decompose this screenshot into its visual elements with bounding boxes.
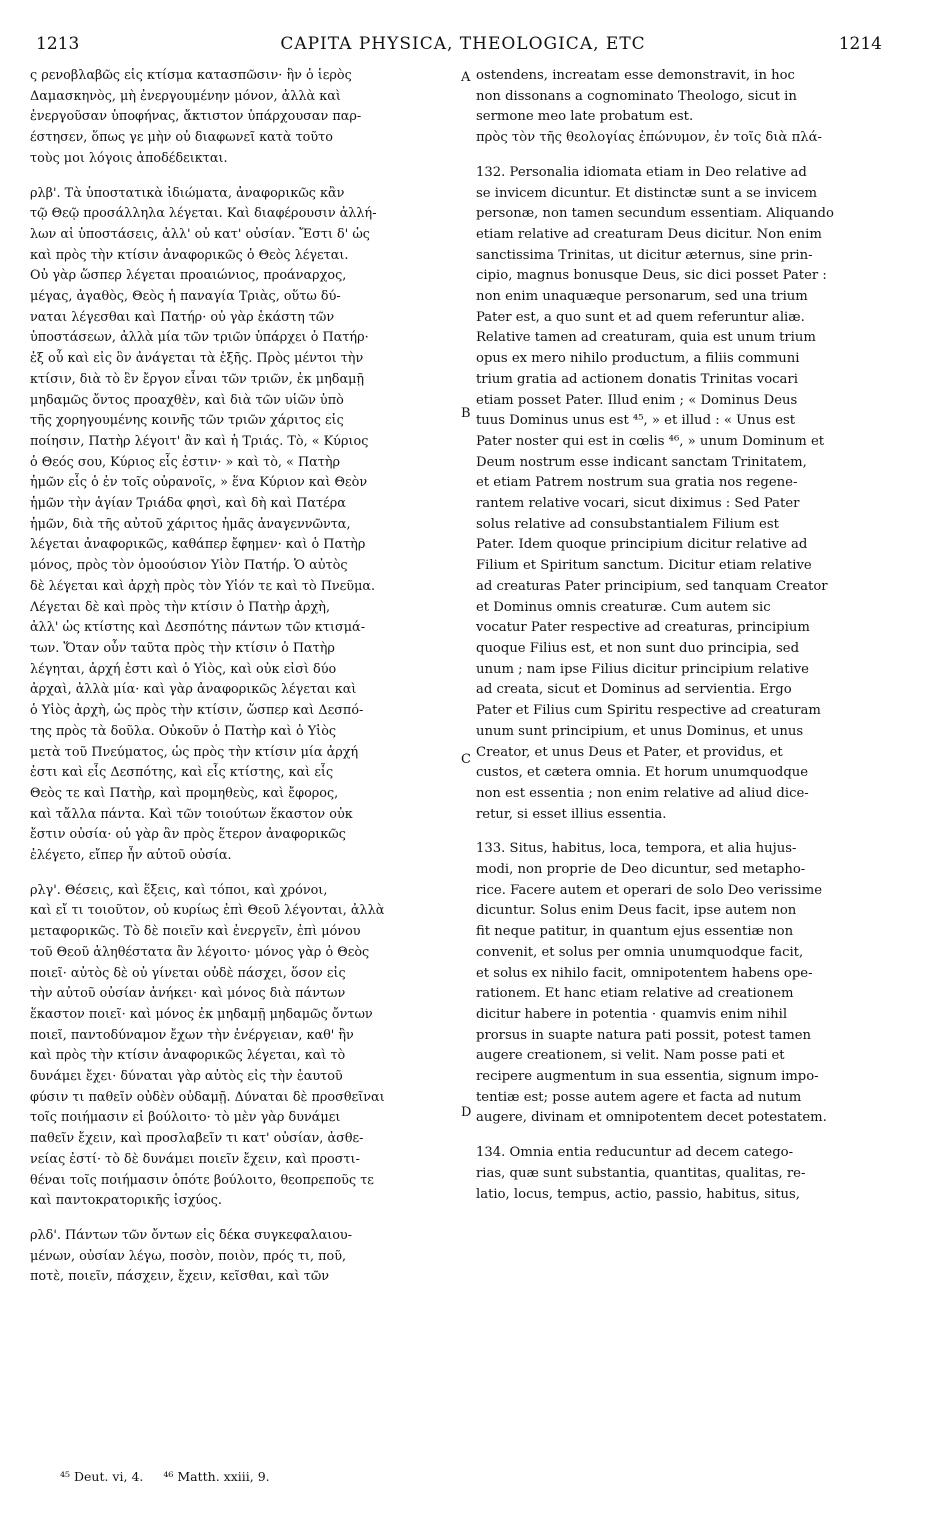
text-line: personæ, non tamen secundum essentiam. Aliquando (476, 206, 834, 222)
footnote-46: ⁴⁶ Matth. xxiii, 9. (163, 1469, 270, 1484)
text-line: prorsus in suapte natura pati possit, potest tamen (476, 1027, 812, 1043)
text-line: rantem relative vocari, sicut diximus : Sed Pater (476, 496, 800, 512)
text-line: λέγεται ἀναφορικῶς, καθάπερ ἔφημεν· καὶ ὁ Πατὴρ (30, 537, 366, 553)
text-line: etiam relative ad creaturam Deus dicitur. Non enim (476, 226, 822, 242)
text-line: ὁ Θεός σου, Κύριος εἷς ἐστιν· » καὶ τὸ, « Πατὴρ (30, 454, 341, 470)
text-line: λων αἱ ὑποστάσεις, ἀλλ' οὐ κατ' οὐσίαν. Ἔστι δ' ὡς (30, 226, 370, 242)
paragraph-gap (30, 1212, 458, 1226)
text-line: ostendens, increatam esse demonstravit, in hoc (476, 68, 795, 83)
text-line: non est essentia ; non enim relative ad aliud dice- (476, 785, 809, 801)
text-line: πρὸς τὸν τῆς θεολογίας ἐπώνυμον, ἐν τοῖς διὰ πλά- (476, 130, 823, 146)
text-line: δυνάμει ἔχει· δύναται γὰρ αὐτὸς εἰς τὴν ἑαυτοῦ (30, 1069, 343, 1085)
paragraph-gap (476, 825, 886, 839)
footnote-45: ⁴⁵ Deut. vi, 4. (60, 1469, 144, 1484)
text-line: quoque Filius est, et non sunt duo principia, sed (476, 640, 800, 656)
text-line: Δαμασκηνὸς, μὴ ἐνεργουμένην μόνον, ἀλλὰ καὶ (30, 88, 341, 104)
text-line: καὶ τἄλλα πάντα. Καὶ τῶν τοιούτων ἕκαστον οὐκ (30, 806, 353, 822)
text-line: ποιεῖ· αὐτὸς δὲ οὐ γίνεται οὐδὲ πάσχει, ὅσον εἰς (30, 965, 346, 981)
text-line: ἐνεργοῦσαν ὑποφήνας, ἄκτιστον ὑπάρχουσαν παρ- (30, 109, 362, 125)
text-line: sanctissima Trinitas, ut dicitur æternus, sine prin- (476, 247, 813, 263)
text-line: Relative tamen ad creaturam, quia est unum trium (476, 330, 816, 346)
text-line: solus relative ad consubstantialem Filium est (476, 516, 779, 532)
text-line: ρλγ'. Θέσεις, καὶ ἕξεις, καὶ τόποι, καὶ χρόνοι, (30, 882, 328, 898)
text-line: se invicem dicuntur. Et distinctæ sunt a se invicem (476, 185, 818, 201)
text-line: trium gratia ad actionem donatis Trinitas vocari (476, 371, 798, 387)
text-line: non enim unaquæque personarum, sed una trium (476, 289, 808, 305)
paragraph-gap (30, 867, 458, 881)
text-line: convenit, et solus per omnia unumquodque facit, (476, 944, 804, 960)
text-line: tentiæ est; posse autem agere et facta ad nutum (476, 1089, 802, 1105)
margin-marker-b: B (461, 406, 471, 421)
text-line: καὶ πρὸς τὴν κτίσιν ἀναφορικῶς λέγεται, καὶ τὸ (30, 1048, 346, 1064)
text-line: etiam posset Pater. Illud enim ; « Dominus Deus (476, 392, 798, 408)
text-line: ς ρενοβλαβῶς εἰς κτίσμα κατασπῶσιν· ἣν ὁ ἱερὸς (30, 68, 352, 83)
text-line: vocatur Pater respective ad creaturas, principium (476, 620, 810, 636)
text-line: ad creaturas Pater principium, sed tanquam Creator (476, 578, 828, 594)
text-line: ναται λέγεσθαι καὶ Πατήρ· οὐ γὰρ ἑκάστη τῶν (30, 309, 335, 325)
footnotes (60, 1469, 286, 1484)
paragraph-gap (476, 149, 886, 163)
text-line: unum sunt principium, et unus Dominus, et unus (476, 723, 804, 739)
text-line: μένων, οὐσίαν λέγω, ποσὸν, ποιὸν, πρός τι, ποῦ, (30, 1248, 347, 1264)
text-line: Filium et Spiritum sanctum. Dicitur etiam relative (476, 558, 812, 574)
text-line: ποίησιν, Πατὴρ λέγοιτ' ἂν καὶ ἡ Τριάς. Τὸ, « Κύριος (30, 433, 369, 449)
text-line: augere creationem, si velit. Nam posse pati et (476, 1048, 785, 1064)
text-line: Pater noster qui est in cœlis ⁴⁶, » unum Dominum et (476, 433, 825, 449)
text-line: et Dominus omnis creaturæ. Cum autem sic (476, 599, 771, 615)
text-line: τοῖς ποιήμασιν εἰ βούλοιτο· τὸ μὲν γὰρ δυνάμει (30, 1110, 341, 1126)
text-line: φύσιν τι παθεῖν οὐδὲν οὐδαμῇ. Δύναται δὲ προσθεῖναι (30, 1089, 385, 1105)
text-line: Pater est, a quo sunt et ad quem referuntur aliæ. (476, 309, 805, 325)
text-line: latio, locus, tempus, actio, passio, habitus, situs, (476, 1186, 800, 1202)
right-page-number: 1214 (838, 34, 882, 54)
text-line: 132. Personalia idiomata etiam in Deo relative ad (476, 164, 807, 180)
text-line: ὑποστάσεων, ἀλλὰ μία τῶν τριῶν ὑπάρχει ὁ Πατήρ· (30, 330, 369, 346)
text-line: sermone meo late probatum est. (476, 109, 694, 125)
text-line: ad creata, sicut et Dominus ad servientia. Ergo (476, 682, 792, 698)
text-line: ἕκαστον ποιεῖ· καὶ μόνος ἐκ μηδαμῇ μηδαμῶς ὄντων (30, 1006, 373, 1022)
text-line: et etiam Patrem nostrum sua gratia nos regene- (476, 475, 798, 491)
text-line: μηδαμῶς ὄντος προαχθὲν, καὶ διὰ τῶν υἱῶν ὑπὸ (30, 392, 344, 408)
text-line: et solus ex nihilo facit, omnipotentem habens ope- (476, 965, 813, 981)
text-line: δὲ λέγεται καὶ ἀρχὴ πρὸς τὸν Υἱόν τε καὶ τὸ Πνεῦμα. (30, 578, 376, 594)
text-line: καὶ εἴ τι τοιοῦτον, οὐ κυρίως ἐπὶ Θεοῦ λέγονται, ἀλλὰ (30, 903, 385, 919)
text-line: cipio, magnus bonusque Deus, sic dici posset Pater : (476, 268, 827, 284)
text-line: Deum nostrum esse indicant sanctam Trinitatem, (476, 454, 807, 470)
running-title: CAPITA PHYSICA, THEOLOGICA, ETC (280, 34, 646, 54)
text-line: μετὰ τοῦ Πνεύματος, ὡς πρὸς τὴν κτίσιν μία ἀρχή (30, 744, 359, 760)
text-line: τῷ Θεῷ προσάλληλα λέγεται. Καὶ διαφέρουσιν ἀλλή- (30, 206, 377, 222)
text-line: ὁ Υἱὸς ἀρχὴ, ὡς πρὸς τὴν κτίσιν, ὥσπερ καὶ Δεσπό- (30, 703, 364, 719)
text-line: ἀρχαὶ, ἀλλὰ μία· καὶ γὰρ ἀναφορικῶς λέγεται καὶ (30, 682, 357, 698)
text-line: Pater et Filius cum Spiritu respective ad creaturam (476, 703, 821, 719)
text-line: ρλβ'. Τὰ ὑποστατικὰ ἰδιώματα, ἀναφορικῶς κἂν (30, 185, 345, 201)
text-line: 133. Situs, habitus, loca, tempora, et alia hujus- (476, 841, 797, 857)
margin-marker-a: A (461, 70, 471, 85)
text-line: rias, quæ sunt substantia, quantitas, qualitas, re- (476, 1165, 806, 1181)
text-line: recipere augmentum in sua essentia, signum impo- (476, 1069, 819, 1085)
text-line: νείας ἐστί· τὸ δὲ δυνάμει ποιεῖν ἔχειν, καὶ προστι- (30, 1151, 360, 1167)
text-line: ποτὲ, ποιεῖν, πάσχειν, ἔχειν, κεῖσθαι, καὶ τῶν (30, 1269, 330, 1285)
text-line: custos, et cætera omnia. Et horum unumquodque (476, 765, 809, 781)
text-line: 134. Omnia entia reducuntur ad decem catego- (476, 1145, 794, 1161)
text-line: ποιεῖ, παντοδύναμον ἔχων τὴν ἐνέργειαν, καθ' ἣν (30, 1027, 354, 1043)
left-page-number: 1213 (36, 34, 80, 54)
text-line: modi, non proprie de Deo dicuntur, sed metapho- (476, 862, 806, 878)
text-line: retur, si esset illius essentia. (476, 806, 667, 822)
text-line: dicuntur. Solus enim Deus facit, ipse autem non (476, 903, 797, 919)
text-line: έστησεν, ὅπως γε μὴν οὐ διαφωνεῖ κατὰ τοῦτο (30, 130, 333, 146)
text-line: ἐλέγετο, εἴπερ ἦν αὐτοῦ οὐσία. (30, 848, 232, 864)
text-line: των. Ὅταν οὖν ταῦτα πρὸς τὴν κτίσιν ὁ Πατὴρ (30, 640, 335, 656)
text-line: ἐξ οὗ καὶ εἰς ὃν ἀνάγεται τὰ ἑξῆς. Πρὸς μέντοι τὴν (30, 351, 364, 367)
greek-text-column (30, 66, 458, 1288)
text-line: tuus Dominus unus est ⁴⁵, » et illud : « Unus est (476, 413, 796, 429)
text-line: τὴν αὐτοῦ οὐσίαν ἀνήκει· καὶ μόνος διὰ πάντων (30, 986, 346, 1002)
text-line: μεταφορικῶς. Τὸ δὲ ποιεῖν καὶ ἐνεργεῖν, ἐπὶ μόνου (30, 924, 361, 940)
text-line: ἡμῶν εἷς ὁ ἐν τοῖς οὐρανοῖς, » ἕνα Κύριον καὶ Θεὸν (30, 475, 368, 491)
text-line: rice. Facere autem et operari de solo Deo verissime (476, 882, 823, 898)
text-line: θέναι τοῖς ποιήμασιν ὁπότε βούλοιτο, θεοπρεποῦς τε (30, 1172, 374, 1188)
text-line: τῆς χορηγουμένης κοινῆς τῶν τριῶν χάριτος εἰς (30, 413, 344, 429)
text-line: λέγηται, ἀρχή ἐστι καὶ ὁ Υἱὸς, καὶ οὐκ εἰσὶ δύο (30, 661, 337, 677)
latin-text-column (476, 66, 886, 1205)
text-line: τοὺς μοι λόγοις ἀποδέδεικται. (30, 150, 228, 166)
paragraph-gap (476, 1129, 886, 1143)
text-line: fit neque patitur, in quantum ejus essentiæ non (476, 924, 794, 940)
text-line: κτίσιν, διὰ τὸ ἓν ἔργον εἶναι τῶν τριῶν, ἐκ μηδαμῇ (30, 371, 365, 387)
text-line: της πρὸς τὰ δοῦλα. Οὐκοῦν ὁ Πατὴρ καὶ ὁ Υἱὸς (30, 723, 337, 739)
text-line: μέγας, ἀγαθὸς, Θεὸς ἡ παναγία Τριὰς, οὕτω δύ- (30, 289, 341, 305)
text-line: καὶ πρὸς τὴν κτίσιν ἀναφορικῶς ὁ Θεὸς λέγεται. (30, 247, 349, 263)
margin-marker-c: C (461, 752, 471, 767)
text-line: ἡμῶν τὴν ἁγίαν Τριάδα φησὶ, καὶ δὴ καὶ Πατέρα (30, 496, 346, 512)
text-line: dicitur habere in potentia · quamvis enim nihil (476, 1006, 788, 1022)
text-line: τοῦ Θεοῦ ἀληθέστατα ἂν λέγοιτο· μόνος γὰρ ὁ Θεὸς (30, 944, 370, 960)
text-line: opus ex mero nihilo productum, a filiis communi (476, 351, 800, 367)
text-line: ρλδ'. Πάντων τῶν ὄντων εἰς δέκα συγκεφαλαιου- (30, 1227, 353, 1243)
text-line: καὶ παντοκρατορικῆς ἰσχύος. (30, 1193, 222, 1209)
text-line: Οὐ γὰρ ὥσπερ λέγεται προαιώνιος, προάναρχος, (30, 268, 347, 284)
text-line: unum ; nam ipse Filius dicitur principium relative (476, 661, 809, 677)
text-line: rationem. Et hanc etiam relative ad creationem (476, 986, 794, 1002)
text-line: ἐστι καὶ εἷς Δεσπότης, καὶ εἷς κτίστης, καὶ εἷς (30, 765, 334, 781)
margin-marker-d: D (461, 1105, 472, 1120)
text-line: Creator, et unus Deus et Pater, et providus, et (476, 744, 783, 760)
text-line: Pater. Idem quoque principium dicitur relative ad (476, 537, 808, 553)
text-line: non dissonans a cognominato Theologo, sicut in (476, 88, 797, 104)
text-line: ἀλλ' ὡς κτίστης καὶ Δεσπότης πάντων τῶν κτισμά- (30, 620, 366, 636)
text-line: ἔστιν οὐσία· οὐ γὰρ ἂν πρὸς ἕτερον ἀναφορικῶς (30, 827, 346, 843)
text-line: παθεῖν ἔχειν, καὶ προσλαβεῖν τι κατ' οὐσίαν, ἀσθε- (30, 1131, 364, 1147)
text-line: augere, divinam et omnipotentem decet potestatem. (476, 1110, 827, 1126)
text-line: μόνος, πρὸς τὸν ὁμοούσιον Υἱὸν Πατήρ. Ὁ αὐτὸς (30, 558, 348, 574)
text-line: ἡμῶν, διὰ τῆς αὐτοῦ χάριτος ἡμᾶς ἀναγεννῶντα, (30, 516, 351, 532)
paragraph-gap (30, 170, 458, 184)
text-line: Λέγεται δὲ καὶ πρὸς τὴν κτίσιν ὁ Πατὴρ ἀρχὴ, (30, 599, 331, 615)
text-line: Θεὸς τε καὶ Πατὴρ, καὶ προμηθεὺς, καὶ ἔφορος, (30, 785, 339, 801)
